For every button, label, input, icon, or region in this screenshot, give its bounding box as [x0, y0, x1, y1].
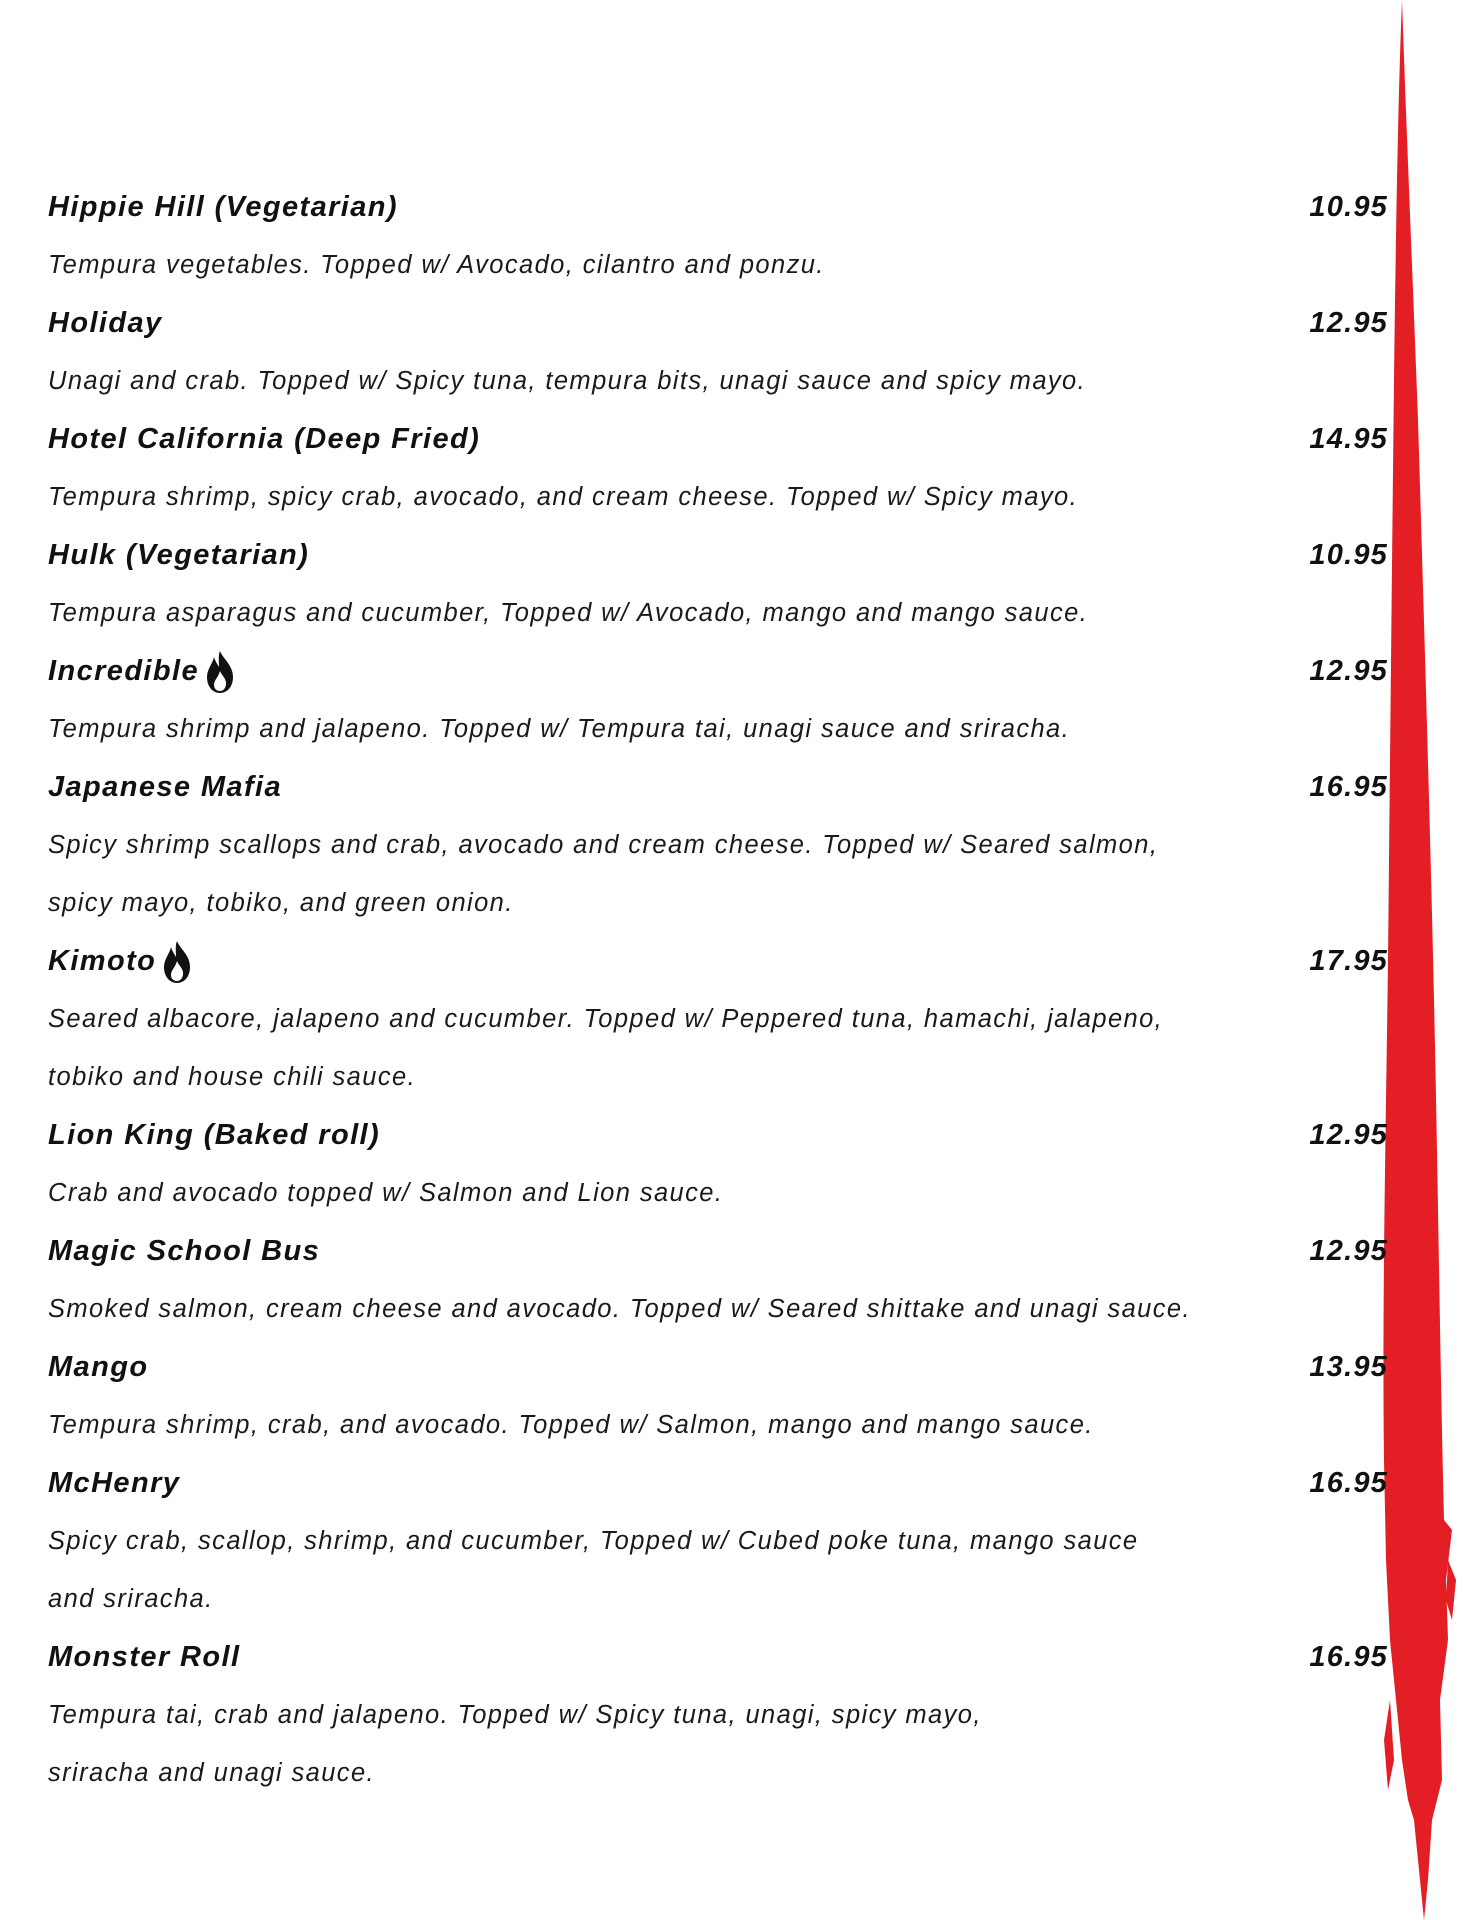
menu-item [48, 758, 1388, 932]
menu-item-name: Magic School Bus [48, 1235, 321, 1267]
menu-item-name: Kimoto [48, 945, 157, 977]
menu-item-description: Tempura asparagus and cucumber, Topped w/ Avocado, mango and mango sauce. [48, 599, 1089, 627]
menu-item-description: Tempura tai, crab and jalapeno. Topped w/ Spicy tuna, unagi, spicy mayo, [48, 1701, 982, 1729]
menu-item-description: Spicy shrimp scallops and crab, avocado and cream cheese. Topped w/ Seared salmon, [48, 831, 1159, 859]
menu-item-price: 10.95 [1309, 539, 1388, 571]
menu-item-price: 12.95 [1309, 655, 1388, 687]
menu-list [48, 178, 1388, 1802]
menu-item-name: Holiday [48, 307, 163, 339]
menu-item [48, 178, 1388, 294]
menu-item-header [48, 294, 1388, 352]
menu-item-header [48, 758, 1388, 816]
menu-item-header [48, 642, 1388, 700]
menu-item-price: 16.95 [1309, 1641, 1388, 1673]
menu-item-header [48, 1454, 1388, 1512]
flame-icon [160, 939, 194, 985]
menu-item-description: sriracha and unagi sauce. [48, 1759, 376, 1787]
menu-item-price: 12.95 [1309, 1235, 1388, 1267]
menu-item-description: tobiko and house chili sauce. [48, 1063, 417, 1091]
menu-item-price: 17.95 [1309, 945, 1388, 977]
menu-item-name: Hippie Hill (Vegetarian) [48, 191, 398, 223]
menu-item-name: Hulk (Vegetarian) [48, 539, 310, 571]
menu-item-header [48, 1628, 1388, 1686]
menu-item-header [48, 1222, 1388, 1280]
menu-item-name: Lion King (Baked roll) [48, 1119, 381, 1151]
menu-item [48, 1106, 1388, 1222]
menu-item-header [48, 932, 1388, 990]
menu-item-name: Japanese Mafia [48, 771, 282, 803]
menu-item-header [48, 410, 1388, 468]
menu-item-description: Tempura shrimp and jalapeno. Topped w/ Tempura tai, unagi sauce and sriracha. [48, 715, 1071, 743]
menu-item-description: Tempura shrimp, crab, and avocado. Topped w/ Salmon, mango and mango sauce. [48, 1411, 1094, 1439]
menu-item-price: 10.95 [1309, 191, 1388, 223]
menu-item [48, 1338, 1388, 1454]
menu-item-header [48, 178, 1388, 236]
menu-item-name: Incredible [48, 655, 199, 687]
menu-item-price: 16.95 [1309, 771, 1388, 803]
menu-item [48, 526, 1388, 642]
menu-item-description: spicy mayo, tobiko, and green onion. [48, 889, 514, 917]
menu-item-description: Seared albacore, jalapeno and cucumber. Topped w/ Peppered tuna, hamachi, jalapeno, [48, 1005, 1164, 1033]
menu-item-header [48, 526, 1388, 584]
menu-item-name: Monster Roll [48, 1641, 241, 1673]
menu-item [48, 1454, 1388, 1628]
menu-item-description: Crab and avocado topped w/ Salmon and Lion sauce. [48, 1179, 724, 1207]
menu-item [48, 932, 1388, 1106]
menu-item-name: Mango [48, 1351, 149, 1383]
menu-item-name: McHenry [48, 1467, 181, 1499]
menu-item-description: Unagi and crab. Topped w/ Spicy tuna, tempura bits, unagi sauce and spicy mayo. [48, 367, 1087, 395]
menu-item-description: Spicy crab, scallop, shrimp, and cucumber, Topped w/ Cubed poke tuna, mango sauce [48, 1527, 1139, 1555]
menu-item [48, 1628, 1388, 1802]
menu-item-description: Tempura vegetables. Topped w/ Avocado, cilantro and ponzu. [48, 251, 825, 279]
menu-item [48, 294, 1388, 410]
menu-item-header [48, 1106, 1388, 1164]
menu-item-price: 16.95 [1309, 1467, 1388, 1499]
menu-item [48, 410, 1388, 526]
menu-item-price: 14.95 [1309, 423, 1388, 455]
menu-item-price: 12.95 [1309, 307, 1388, 339]
menu-item-price: 12.95 [1309, 1119, 1388, 1151]
menu-item [48, 642, 1388, 758]
menu-item-description: Smoked salmon, cream cheese and avocado. Topped w/ Seared shittake and unagi sauce. [48, 1295, 1191, 1323]
menu-item [48, 1222, 1388, 1338]
menu-item-description: Tempura shrimp, spicy crab, avocado, and cream cheese. Topped w/ Spicy mayo. [48, 483, 1079, 511]
flame-icon [203, 649, 237, 695]
menu-item-name: Hotel California (Deep Fried) [48, 423, 481, 455]
menu-item-header [48, 1338, 1388, 1396]
menu-item-price: 13.95 [1309, 1351, 1388, 1383]
menu-item-description: and sriracha. [48, 1585, 214, 1613]
